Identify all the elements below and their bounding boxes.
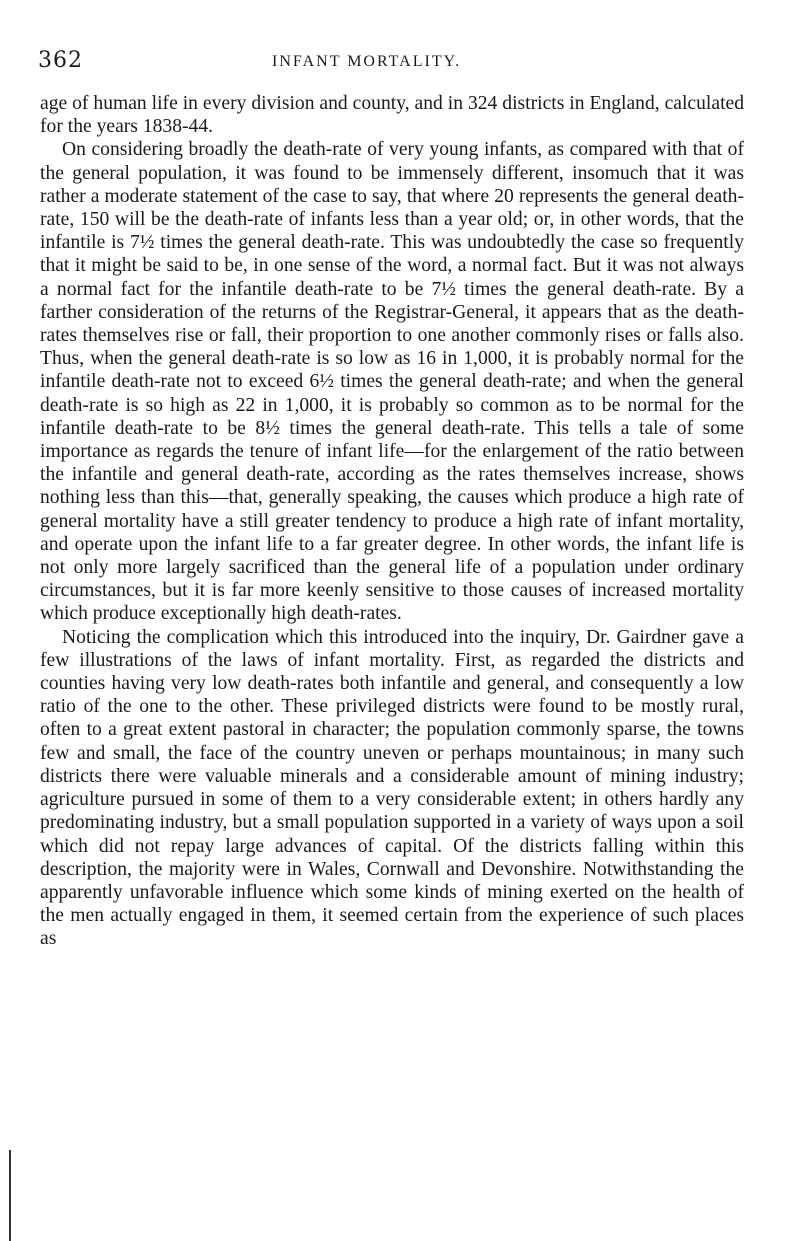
paragraph-death-rate-ratio: On considering broadly the death-rate of very young infants, as compared with that of the general population, it was found to be immensely different, insomuch that it was rather a moderate statement of the case to say, that where 20 represents the general death-rate, 150 will be the death-rate of infants less than a year old; or, in other words, that the infantile is 7½ times the general death-rate. This was undoubtedly the case so frequently that it might be said to be, in one sense of the word, a normal fact. But it was not always a normal fact for the infantile death-rate to be 7½ times the general death-rate. By a farther consideration of the returns of the Registrar-General, it appears that as the death-rates themselves rise or fall, their proportion to one another commonly rises or falls also. Thus, when the general death-rate is so low as 16 in 1,000, it is probably normal for the infantile death-rate not to exceed 6½ times the general death-rate; and when the general death-rate is so high as 22 in 1,000, it is probably so common as to be normal for the infantile death-rate to be 8½ times the general death-rate. This tells a tale of some importance as regards the tenure of infant life—for the enlargement of the ratio between the infantile and general death-rate, according as the rates themselves increase, shows nothing less than this—that, generally speaking, the causes which produce a high rate of general mortality have a still greater tendency to produce a high rate of infant mortality, and operate upon the infant life to a far greater degree. In other words, the infant life is not only more largely sacrificed than the general life of a population under ordinary circumstances, but it is far more keenly sensitive to those causes of increased mortality which produce exceptionally high death-rates. (40, 139, 744, 625)
running-title: INFANT MORTALITY. (272, 53, 462, 70)
paragraph-continuation: age of human life in every division and county, and in 324 districts in England, calculated for the years 1838-44. (40, 93, 744, 138)
paragraph-gairdner-illustrations: Noticing the complication which this introduced into the inquiry, Dr. Gairdner gave a few illustrations of the laws of infant mortality. First, as regarded the districts and counties having very low death-rates both infantile and general, and consequently a low ratio of the one to the other. These privileged districts were found to be mostly rural, often to a great extent pastoral in character; the population commonly sparse, the towns few and small, the face of the country uneven or perhaps mountainous; in many such districts there were valuable minerals and a considerable amount of mining industry; agriculture pursued in some of them to a very considerable extent; in others hardly any predominating industry, but a small population supported in a variety of ways upon a soil which did not repay large advances of capital. Of the districts falling within this description, the majority were in Wales, Cornwall and Devonshire. Notwithstanding the apparently unfavorable influence which some kinds of mining exerted on the health of the men actually engaged in them, it seemed certain from the experience of such places as (40, 626, 744, 950)
page-number: 362 (38, 48, 83, 73)
body-text (40, 92, 744, 951)
page-header (38, 48, 750, 78)
margin-rule (9, 1150, 11, 1241)
